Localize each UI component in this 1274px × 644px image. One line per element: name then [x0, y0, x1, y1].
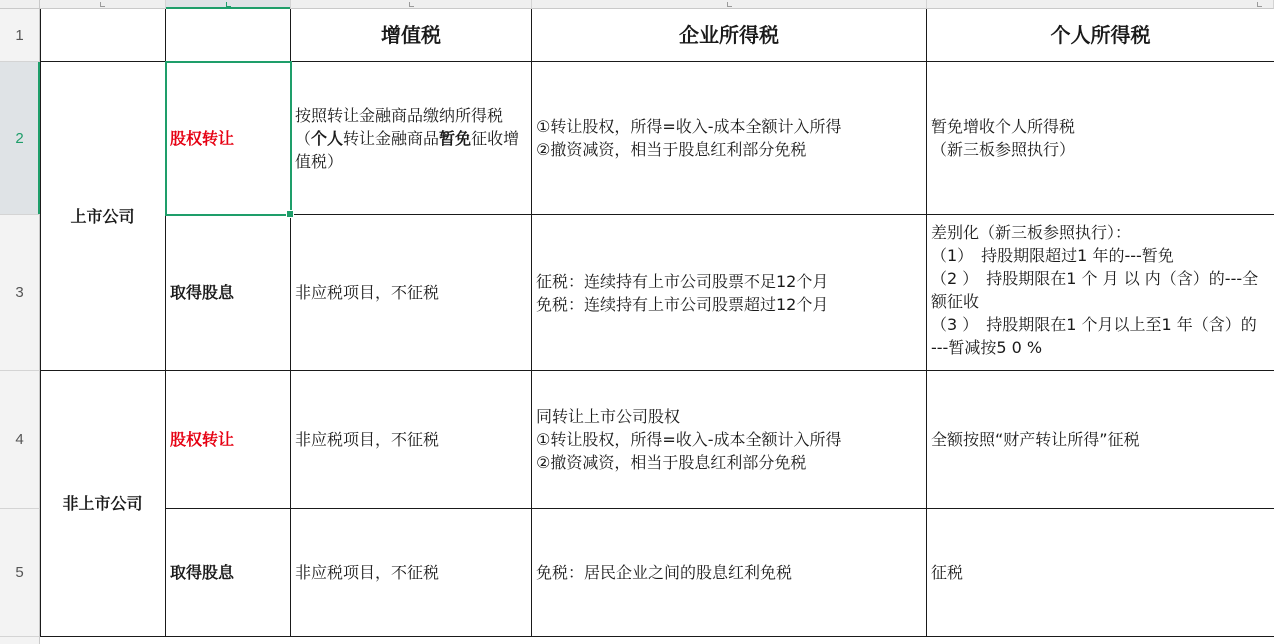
- unlisted-dividend-iit-text: 征税: [931, 563, 964, 582]
- unlisted-company-cell[interactable]: [40, 371, 166, 637]
- listed-dividend-vat-text: 非应税项目，不征税: [295, 283, 440, 302]
- listed-transfer-vat-line1: 按照转让金融商品缴纳所得税: [295, 105, 504, 125]
- unlisted-transfer-vat-cell[interactable]: [291, 371, 532, 509]
- listed-transfer-cit-line1: ①转让股权，所得=收入-成本全额计入所得: [536, 117, 842, 136]
- unlisted-transfer-cit-line3: ②撤资减资，相当于股息红利部分免税: [536, 453, 807, 472]
- listed-transfer-iit-line2: （新三板参照执行）: [931, 140, 1076, 159]
- listed-transfer-vat-text: [295, 104, 527, 173]
- unlisted-dividend-cit-cell[interactable]: [532, 509, 927, 637]
- listed-transfer-vat-cell[interactable]: [291, 62, 532, 215]
- unlisted-transfer-label-cell[interactable]: [166, 371, 291, 509]
- listed-dividend-label: 取得股息: [170, 283, 235, 302]
- cell-a1[interactable]: [40, 9, 166, 62]
- row-header-4[interactable]: 4: [0, 371, 40, 509]
- header-cit-label: 企业所得税: [679, 22, 779, 47]
- listed-dividend-iit-line3: （2 ） 持股期限在1 个 月 以 内（含）的---全额征收: [931, 269, 1259, 311]
- listed-dividend-cit-line1: 征税：连续持有上市公司股票不足12个月: [536, 271, 829, 291]
- unlisted-dividend-label-cell[interactable]: [166, 509, 291, 637]
- listed-transfer-vat-bold1: 个人: [311, 128, 344, 148]
- column-header-c[interactable]: [291, 0, 532, 9]
- unlisted-dividend-vat-text: 非应税项目，不征税: [295, 563, 440, 582]
- cell-b1[interactable]: [166, 9, 291, 62]
- listed-dividend-cit-cell[interactable]: [532, 215, 927, 371]
- unlisted-transfer-cit-line2: ①转让股权，所得=收入-成本全额计入所得: [536, 430, 842, 449]
- column-header-b[interactable]: [166, 0, 291, 9]
- unlisted-dividend-vat-cell[interactable]: [291, 509, 532, 637]
- listed-transfer-vat-end: 征收增值税）: [295, 128, 520, 171]
- unlisted-transfer-cit-text: [536, 405, 842, 474]
- row-header-1[interactable]: 1: [0, 9, 40, 62]
- listed-transfer-label: 股权转让: [170, 128, 235, 148]
- listed-dividend-iit-line2: （1） 持股期限超过1 年的---暂免: [931, 246, 1174, 265]
- listed-dividend-vat-cell[interactable]: [291, 215, 532, 371]
- fill-handle[interactable]: [286, 210, 294, 218]
- column-header-a[interactable]: [40, 0, 166, 9]
- header-cit[interactable]: [532, 9, 927, 62]
- header-iit-label: 个人所得税: [1050, 22, 1151, 47]
- row-header-5[interactable]: 5: [0, 509, 40, 637]
- unlisted-transfer-cit-cell[interactable]: [532, 371, 927, 509]
- listed-dividend-iit-line1: 差别化（新三板参照执行）：: [931, 223, 1132, 242]
- row-header-3[interactable]: 3: [0, 215, 40, 371]
- listed-transfer-vat-bold2: 暂免: [439, 128, 472, 148]
- column-header-d[interactable]: [532, 0, 927, 9]
- listed-transfer-iit-text: [931, 115, 1075, 161]
- listed-company-cell[interactable]: [40, 62, 166, 371]
- listed-transfer-label-cell[interactable]: [166, 62, 291, 215]
- listed-dividend-iit-cell[interactable]: [927, 215, 1274, 371]
- listed-dividend-cit-text: [536, 270, 828, 316]
- row-header-2[interactable]: 2: [0, 62, 40, 215]
- listed-company-label: 上市公司: [70, 206, 135, 226]
- unlisted-dividend-cit-text: 免税：居民企业之间的股息红利免税: [536, 563, 793, 582]
- listed-transfer-cit-cell[interactable]: [532, 62, 927, 215]
- listed-transfer-cit-line2: ②撤资减资，相当于股息红利部分免税: [536, 140, 807, 159]
- header-vat[interactable]: [291, 9, 532, 62]
- unlisted-transfer-cit-line1: 同转让上市公司股权: [536, 407, 681, 426]
- listed-transfer-vat-mid: 转让金融商品: [343, 128, 440, 148]
- unlisted-transfer-vat-text: 非应税项目，不征税: [295, 430, 440, 449]
- listed-dividend-label-cell[interactable]: [166, 215, 291, 371]
- listed-dividend-iit-line4: （3 ） 持股期限在1 个月以上至1 年（含）的 ---暂减按5 0 %: [931, 315, 1257, 357]
- unlisted-transfer-iit-text: 全额按照“财产转让所得”征税: [931, 430, 1140, 449]
- select-all-corner[interactable]: [0, 0, 40, 9]
- column-header-e[interactable]: [927, 0, 1274, 9]
- listed-transfer-cit-text: [536, 115, 842, 161]
- unlisted-company-label: 非上市公司: [62, 494, 143, 513]
- listed-dividend-cit-line2: 免税：连续持有上市公司股票超过12个月: [536, 294, 829, 314]
- unlisted-transfer-iit-cell[interactable]: [927, 371, 1274, 509]
- listed-transfer-iit-cell[interactable]: [927, 62, 1274, 215]
- listed-dividend-iit-text: [931, 221, 1261, 359]
- unlisted-dividend-label: 取得股息: [170, 563, 235, 582]
- unlisted-dividend-iit-cell[interactable]: [927, 509, 1274, 637]
- unlisted-transfer-label: 股权转让: [170, 430, 235, 449]
- header-iit[interactable]: [927, 9, 1274, 62]
- listed-transfer-vat-open: （: [295, 128, 312, 148]
- header-vat-label: 增值税: [381, 22, 441, 47]
- listed-transfer-iit-line1: 暂免增收个人所得税: [931, 117, 1076, 136]
